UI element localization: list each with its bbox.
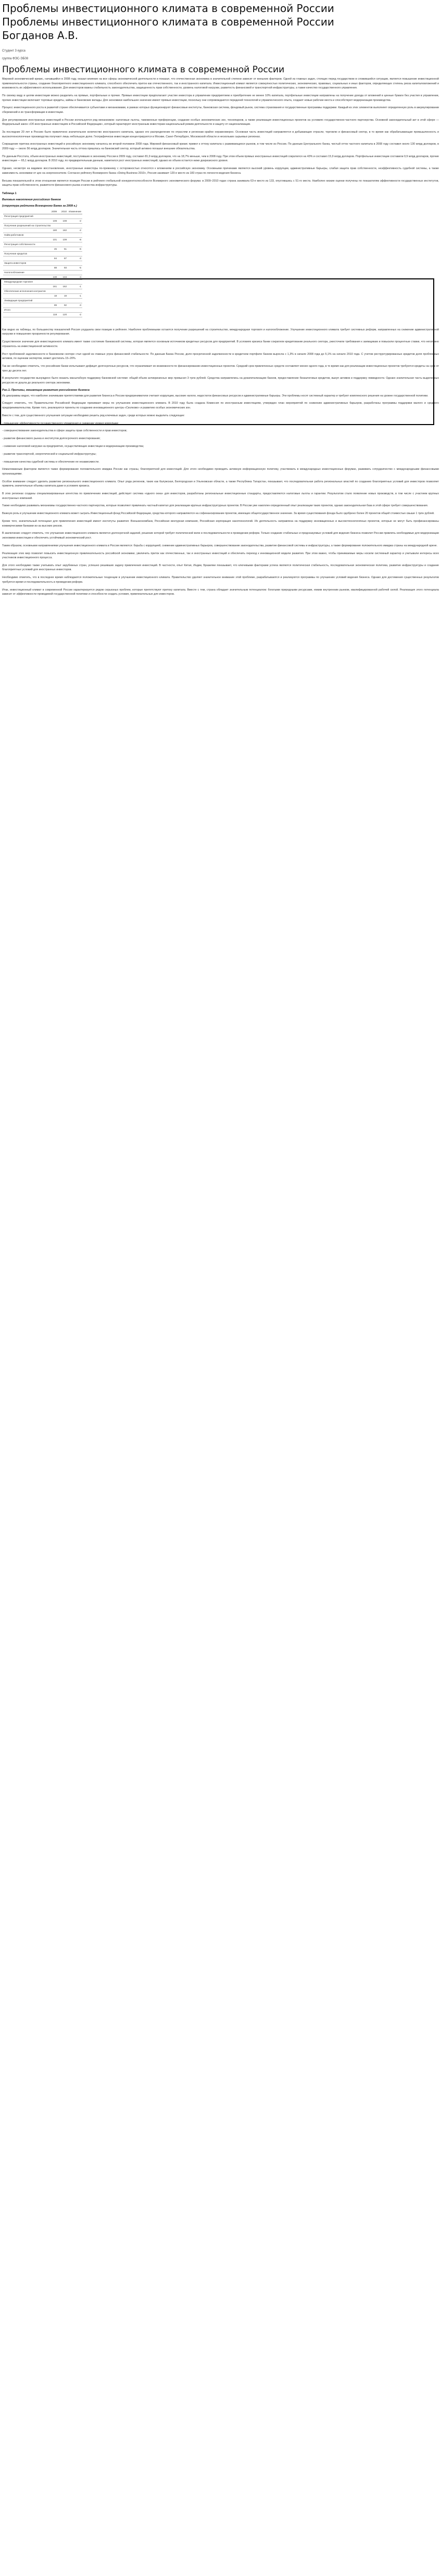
paragraph: Весьма показательной в этом отношении является позиция России в рейтинге глобальной конкурентоспособности Всемирного экономического форума: в 2009–2010 годах страна занимала 63-е место из 133, опустившись с 51-го места. Наиболее низкие оценки получены по показателям эффективности государственных институтов, защиты прав собственности, развитости финансового рынка и качества инфраструктуры.: [2, 179, 439, 187]
table-row-label: Международная торговля: [3, 279, 82, 284]
table-row-label: Найм работников: [3, 233, 82, 237]
paragraph: Для этого необходимо также учитывать опыт зарубежных стран, успешно решивших задачу привлечения инвестиций. В частности, опыт Китая, Индии, Бразилии показывает, что ключевыми факторами успеха являются политическая стабильность, последовательная экономическая политика, развитие инфраструктуры и создание благоприятных условий для иностранных инвесторов.: [2, 563, 439, 572]
paragraph: Рост проблемной задолженности в банковском секторе стал одной из главных угроз финансовой стабильности. По данным Банка России, доля просроченной задолженности в кредитном портфеле банков выросла с 1,3% в начале 2008 года до 5,1% на начало 2010 года. С учетом реструктурированных кредитов доля проблемных активов, по оценкам экспертов, может достигать 15–20%.: [2, 352, 439, 361]
table-cell: -1: [68, 293, 82, 298]
table-row-label: Налогообложение: [3, 270, 82, 275]
table-cell: 88: [48, 265, 58, 270]
table-cell: 162: [58, 284, 68, 289]
paragraph: - повышение качества судебной системы и обеспечение ее независимости.: [2, 460, 99, 464]
table-header-row: [3, 210, 82, 214]
paragraph: Сокращение притока иностранных инвестиций в российскую экономику началось во второй половине 2008 года. Мировой финансовый кризис привел к оттоку капитала с развивающихся рынков, в том числе из России. По данным Центрального банка, чистый отток частного капитала в 2008 году составил около 130 млрд долларов, в 2009 году — около 56 млрд долларов. Значительная часть оттока пришлась на банковский сектор, который активно погашал внешние обязательства.: [2, 143, 439, 151]
paragraph: В этих регионах созданы специализированные агентства по привлечению инвестиций, действует система «одного окна» для инвесторов, разработаны региональные инвестиционные стандарты, предоставляются налоговые льготы и гарантии. Результатом стало появление новых производств, в том числе с участием крупных иностранных компаний.: [2, 492, 439, 500]
table-cell-blank: [3, 247, 48, 251]
table-row-label: Итого: [3, 307, 82, 312]
paragraph: Необходимо отметить, что в последнее время наблюдаются положительные тенденции в улучшении инвестиционного климата. Правительство уделяет значительное внимание этой проблеме, разрабатываются и реализуются программы по улучшению условий ведения бизнеса. Однако для достижения существенных результатов требуется время и последовательность в проведении реформ.: [2, 576, 439, 584]
table-cell: 18: [48, 293, 58, 298]
table-cell: -2: [68, 228, 82, 233]
paragraph: В результате государство вынуждено было оказать масштабную поддержку банковской системе: общий объем антикризисных мер превысил 3 трлн рублей. Средства направлялись на докапитализацию банков, предоставление беззалоговых кредитов, выкуп активов и поддержку ликвидности. Однако значительная часть выделенных ресурсов не дошла до реального сектора экономики.: [2, 377, 439, 385]
table-cell: 92: [58, 303, 68, 307]
paragraph: Таким образом, основными направлениями улучшения инвестиционного климата в России являются: борьба с коррупцией, снижение административных барьеров, совершенствование законодательства, развитие финансовой системы и инфраструктуры, а также формирование положительного имиджа страны на международной арене.: [2, 544, 438, 547]
table-cell-blank: [3, 219, 48, 223]
table-subtitle: Валовые накопления российских банков: [2, 198, 61, 201]
paragraph: Особое внимание следует уделить развитию регионального инвестиционного климата. Опыт ряда регионов, таких как Калужская, Белгородская и Ульяновская области, а также Республика Татарстан, показывает, что последовательная работа региональных властей по созданию благоприятных условий для инвесторов позволяет привлечь значительные объемы капитала даже в условиях кризиса.: [2, 480, 439, 488]
table-cell-blank: [3, 256, 48, 261]
table-row: [3, 223, 82, 228]
paragraph: - развитие финансового рынка и институтов долгосрочного инвестирования;: [2, 437, 100, 441]
table-cell: -5: [68, 265, 82, 270]
table-cell: -2: [68, 219, 82, 223]
table-row: [3, 214, 82, 219]
table-row: [3, 270, 82, 275]
paragraph: Из диаграммы видно, что наиболее значимыми препятствиями для развития бизнеса в России предприниматели считают коррупцию, высокие налоги, недостаток финансовых ресурсов и административные барьеры. Эти проблемы носят системный характер и требуют комплексного решения на уровне государственной политики.: [2, 394, 429, 398]
table-cell: 101: [48, 237, 58, 242]
table-row-label: Обеспечение исполнения контрактов: [3, 289, 82, 293]
table-cell: 84: [48, 256, 58, 261]
paragraph: - снижение налоговой нагрузки на предприятия, осуществляющие инвестиции в модернизацию производства;: [2, 444, 144, 448]
table-frame: [0, 278, 434, 425]
table-cell: -8: [68, 237, 82, 242]
table-row-values: [3, 228, 82, 233]
table-row-label: Ликвидация предприятий: [3, 298, 82, 303]
figure-caption: Рис.1. Причины, мешающие развитию российского бизнеса: [2, 388, 90, 392]
table-cell: 161: [48, 284, 58, 289]
paragraph: Так же необходимо отметить, что российские банки испытывают дефицит долгосрочных ресурсов, что ограничивает их возможности по финансированию инвестиционных проектов. Средний срок привлеченных средств составляет менее одного года, в то время как для реализации инвестиционных проектов требуются кредиты на срок от трех до десяти лет.: [2, 364, 439, 373]
table-cell: 130: [48, 275, 58, 279]
paragraph: Существенное значение для инвестиционного климата имеет также состояние банковской системы, которая является основным источником кредитных ресурсов для предприятий. В условиях кризиса банки сократили кредитование реального сектора, ужесточили требования к заемщикам и повысили процентные ставки, что негативно отразилось на инвестиционной активности.: [2, 340, 439, 348]
paragraph: Для регулирования иностранных инвестиций в России используется ряд механизмов: налоговые льготы, таможенные преференции, создание особых экономических зон, технопарков, а также реализация инвестиционных проектов на условиях государственно-частного партнерства. Основной законодательный акт в этой сфере — Федеральный закон «Об иностранных инвестициях в Российской Федерации», который гарантирует иностранным инвесторам национальный режим деятельности и защиту от национализации.: [2, 118, 439, 126]
author-meta-1: Студент 3 курса: [2, 49, 26, 53]
table-cell: 51: [58, 247, 68, 251]
table-row-label: Регистрация предприятий: [3, 214, 82, 219]
paragraph: Мировой экономический кризис, начавшийся в 2008 году, оказал влияние на все сферы экономической деятельности и показал, что отечественная экономика в значительной степени зависит от внешних факторов. Одной из главных задач, стоящих перед государством в сложившейся ситуации, является повышение инвестиционной привлекательности страны, создание благоприятного инвестиционного климата, способного обеспечить приток как отечественного, так и иностранного капитала. Инвестиционный климат является совокупностью политических, экономических, правовых, социальных и иных факторов, определяющих степень риска капиталовложений и возможность их эффективного использования. Для инвесторов важны стабильность законодательства, защищенность прав собственности, уровень налоговой нагрузки, развитость финансовой и транспортной инфраструктуры, а также качество государственного управления.: [2, 78, 439, 90]
paragraph: Кроме того, значительный потенциал для привлечения инвестиций имеют институты развития: Внешэкономбанк, Российская венчурная компания, Российская корпорация нанотехнологий. Их деятельность направлена на поддержку инновационных и высокотехнологичных проектов, которые не могут быть профинансированы коммерческими банками из-за высоких рисков.: [2, 519, 439, 528]
table-cell: 93: [58, 265, 68, 270]
article-title: Проблемы инвестиционного климата в современной России: [2, 16, 334, 28]
table-header-cell: 2010: [58, 210, 68, 214]
table-row-values: [3, 219, 82, 223]
author-meta-2: группа ФЭС-ЭБ08: [2, 57, 29, 60]
table-cell: -6: [68, 247, 82, 251]
body-section-a: [2, 77, 439, 188]
table-row-label: Регистрация собственности: [3, 242, 82, 247]
table-row: [3, 242, 82, 247]
author-name: Богданов А.В.: [2, 29, 79, 42]
table-row-label: Защита инвесторов: [3, 261, 82, 265]
paragraph: По данным Росстата, объем иностранных инвестиций, поступивших в экономику России в 2009 году, составил 81,9 млрд долларов, что на 18,7% меньше, чем в 2008 году. При этом объем прямых иностранных инвестиций сократился на 43% и составил 15,9 млрд долларов. Портфельные инвестиции составили 0,9 млрд долларов, прочие инвестиции — 65,1 млрд долларов. В 2010 году, по предварительным данным, наметился рост иностранных инвестиций, однако их объем остается ниже докризисного уровня.: [2, 155, 439, 163]
paragraph: Также необходимо развивать механизмы государственно-частного партнерства, которые позволяют привлекать частный капитал для реализации крупных инфраструктурных проектов. В России уже накоплен определенный опыт реализации таких проектов, однако законодательная база в этой сфере требует совершенствования.: [2, 504, 429, 508]
table-cell: 106: [48, 219, 58, 223]
table-cell: 89: [48, 303, 58, 307]
paragraph: - повышение эффективности государственного управления и снижение уровня коррупции;: [2, 421, 119, 425]
table-row-values: [3, 237, 82, 242]
table-cell: 118: [48, 312, 58, 317]
paragraph: Как видно из таблицы, по большинству показателей Россия ухудшила свои позиции в рейтинге. Наиболее проблемными остаются получение разрешений на строительство, международная торговля и налогообложение. Улучшение инвестиционного климата требует системных реформ, направленных на снижение административной нагрузки и повышение прозрачности регулирования.: [2, 328, 439, 336]
table-row: [3, 233, 82, 237]
paragraph: - совершенствование законодательства в сфере защиты прав собственности и прав инвесторов;: [2, 429, 127, 433]
table-row-label: Получение кредитов: [3, 251, 82, 256]
paragraph: Процесс инвестиционного роста в развитой стране обеспечивается субъектами и механизмами, в рамках которых функционируют финансовые институты, банковская система, фондовый рынок, система страхования и государственные программы поддержки. Каждый из этих элементов выполняет определенную роль в аккумулировании сбережений и их трансформации в инвестиции.: [2, 106, 439, 114]
paragraph: Немаловажным фактором является также формирование положительного имиджа России как страны, благоприятной для инвестиций. Для этого необходимо проводить активную информационную политику, участвовать в международных инвестиционных форумах, развивать сотрудничество с международными финансовыми организациями.: [2, 468, 439, 476]
table-title: Таблица 1: [2, 191, 17, 195]
paragraph: - развитие транспортной, энергетической и социальной инфраструктуры;: [2, 452, 96, 456]
paragraph: Важную роль в улучшении инвестиционного климата может сыграть Инвестиционный фонд Российской Федерации, средства которого направляются на софинансирование проектов, имеющих общегосударственное значение. За время существования фонда было одобрено более 20 проектов общей стоимостью свыше 1 трлн рублей.: [2, 512, 435, 516]
table-cell: -3: [68, 256, 82, 261]
table-cell: 180: [48, 228, 58, 233]
table-row-label: Получение разрешений на строительство: [3, 223, 82, 228]
section-heading: Проблемы инвестиционного климата в современной России: [2, 65, 285, 75]
paragraph: Итак, инвестиционный климат в современной России характеризуется рядом серьезных проблем, которые препятствуют притоку капитала. Вместе с тем, страна обладает значительным потенциалом: богатыми природными ресурсами, емким внутренним рынком, квалифицированной рабочей силой. Реализация этого потенциала зависит от эффективности проводимой государственной политики и способности создать условия, привлекательные для инвесторов.: [2, 588, 439, 596]
table-cell: 108: [58, 219, 68, 223]
table-cell: -4: [68, 275, 82, 279]
table-row-values: [3, 247, 82, 251]
paragraph: Вместе с тем, для существенного улучшения ситуации необходимо решить ряд ключевых задач, среди которых можно выделить следующие:: [2, 414, 185, 417]
table-cell-blank: [3, 228, 48, 233]
paragraph: В заключение следует отметить, что улучшение инвестиционного климата является долгосрочной задачей, решение которой требует политической воли и последовательности в проведении реформ. Только создание стабильных и предсказуемых условий для ведения бизнеса позволит России привлечь необходимые для модернизации экономики инвестиции и обеспечить устойчивый экономический рост.: [2, 532, 439, 540]
paragraph: Реализация этих мер позволит повысить инвестиционную привлекательность российской экономики, увеличить приток как отечественных, так и иностранных инвестиций и обеспечить переход к инновационной модели развития. При этом важно, чтобы принимаемые меры носили системный характер и учитывали интересы всех участников инвестиционного процесса.: [2, 552, 439, 560]
table-header-cell: [3, 210, 48, 214]
paragraph: Следует отметить, что Правительство Российской Федерации принимает меры по улучшению инвестиционного климата. В 2010 году была создана Комиссия по иностранным инвестициям, утвержден план мероприятий по снижению административных барьеров, разработаны программы поддержки малого и среднего предпринимательства. Кроме того, реализуются проекты по созданию инновационного центра «Сколково» и развитию особых экономических зон.: [2, 402, 439, 410]
table-caption: (структура рейтинга Всемирного Банка за 2009 г.): [2, 204, 77, 208]
table-cell: -3: [68, 303, 82, 307]
table-row-values: [3, 256, 82, 261]
table-cell: 19: [58, 293, 68, 298]
table-cell: 134: [58, 275, 68, 279]
table-row-values: [3, 265, 82, 270]
table-cell-blank: [3, 265, 48, 270]
table-cell: 45: [48, 247, 58, 251]
paragraph: Однако, несмотря на видимое восстановление, иностранные инвесторы по-прежнему с осторожностью относятся к вложениям в российскую экономику. Основными причинами являются высокий уровень коррупции, административные барьеры, слабая защита прав собственности, неэффективность судебной системы, а также зависимость экономики от цен на энергоносители. Согласно рейтингу Всемирного банка «Doing Business 2010», Россия занимает 120-е место из 183 стран по легкости ведения бизнеса.: [2, 167, 439, 175]
table-row: [3, 251, 82, 256]
table-cell: 120: [58, 312, 68, 317]
table-header-cell: 2009: [48, 210, 58, 214]
paragraph: По своему виду и целям инвестиции можно разделить на прямые, портфельные и прочие. Прямые инвестиции предполагают участие инвестора в управлении предприятием и приобретение не менее 10% капитала, портфельные инвестиции направлены на получение дохода от вложений в ценные бумаги без участия в управлении, прочие инвестиции включают торговые кредиты, займы и банковские вклады. Для экономики наибольшее значение имеют прямые инвестиции, поскольку они сопровождаются передачей технологий и управленческого опыта, создают новые рабочие места и способствуют модернизации производства.: [2, 94, 439, 102]
table-cell: 87: [58, 256, 68, 261]
table-cell: 182: [58, 228, 68, 233]
table-row: [3, 261, 82, 265]
table-cell-blank: [3, 237, 48, 242]
page-title: Проблемы инвестиционного климата в современной России: [2, 2, 334, 15]
table-header-cell: Изменение: [68, 210, 82, 214]
table-cell: -2: [68, 312, 82, 317]
table-cell: -1: [68, 284, 82, 289]
table-cell: 109: [58, 237, 68, 242]
paragraph: За последние 20 лет в Россию было привлечено значительное количество иностранного капитала, однако его распределение по отраслям и регионам крайне неравномерно. Основная часть инвестиций направляется в добывающие отрасли, торговлю и финансовый сектор, в то время как обрабатывающая промышленность и высокотехнологичные производства получают лишь небольшую долю. Географически инвестиции концентрируются в Москве, Санкт-Петербурге, Московской области и нескольких сырьевых регионах.: [2, 131, 439, 138]
